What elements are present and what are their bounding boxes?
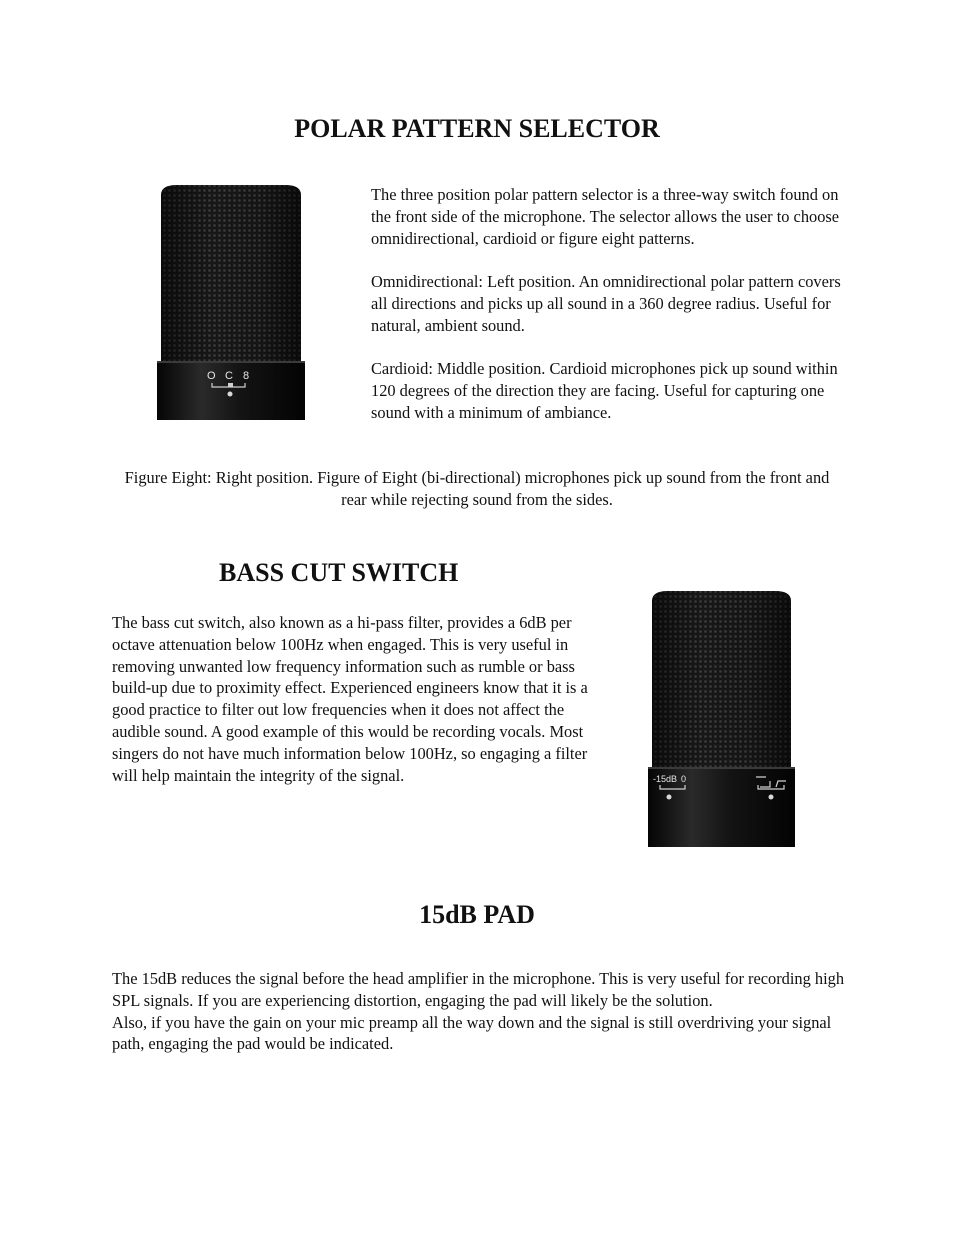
bass-cut-heading: BASS CUT SWITCH bbox=[219, 558, 459, 587]
omni-label: O bbox=[207, 370, 216, 382]
microphone-polar-image bbox=[157, 183, 305, 420]
pad-switch-indicator-icon bbox=[667, 795, 672, 800]
pad-zero-label: 0 bbox=[681, 774, 687, 784]
switch-indicator-icon bbox=[228, 392, 233, 397]
pad-minus-label: -15dB bbox=[653, 774, 678, 784]
cardioid-label: C bbox=[225, 370, 233, 382]
pad-text-2: Also, if you have the gain on your mic preamp all the way down and the signal is still overdriving your signal path, engaging the pad would be indicated. bbox=[112, 1012, 832, 1054]
microphone-pad-image bbox=[648, 589, 795, 847]
figure-eight-text: Figure Eight: Right position. Figure of Eight (bi-directional) microphones pick up sound from the front and rear while rejecting sound from the sides. bbox=[124, 468, 830, 509]
polar-pattern-heading: POLAR PATTERN SELECTOR bbox=[294, 114, 660, 143]
polar-intro-text: The three position polar pattern selector is a three-way switch found on the front side of the microphone. The selector allows the user to choose omnidirectional, cardioid or figure eight patterns. bbox=[371, 185, 840, 248]
omnidirectional-text: Omnidirectional: Left position. An omnidirectional polar pattern covers all directions and picks up all sound in a 360 degree radius. Useful for natural, ambient sound. bbox=[371, 272, 841, 335]
pad-heading: 15dB PAD bbox=[419, 900, 535, 929]
figure-eight-label: 8 bbox=[243, 370, 250, 382]
bass-cut-text: The bass cut switch, also known as a hi-pass filter, provides a 6dB per octave attenuation below 100Hz when engaged. This is very useful in removing unwanted low frequency information such as rumble or bass build-up due to proximity effect. Experienced engineers know that it is a good practice to filter out low frequencies when it does not affect the audible sound. A good example of this would be recording vocals. Most singers do not have much information below 100Hz, so engaging a filter will help maintain the integrity of the signal. bbox=[112, 613, 588, 785]
cardioid-text: Cardioid: Middle position. Cardioid microphones pick up sound within 120 degrees of the direction they are facing. Useful for capturing one sound with a minimum of ambiance. bbox=[371, 359, 838, 422]
pad-text-1: The 15dB reduces the signal before the head amplifier in the microphone. This is very useful for recording high SPL signals. If you are experiencing distortion, engaging the pad will likely be the solution. bbox=[112, 969, 845, 1010]
bass-cut-switch-indicator-icon bbox=[769, 795, 774, 800]
